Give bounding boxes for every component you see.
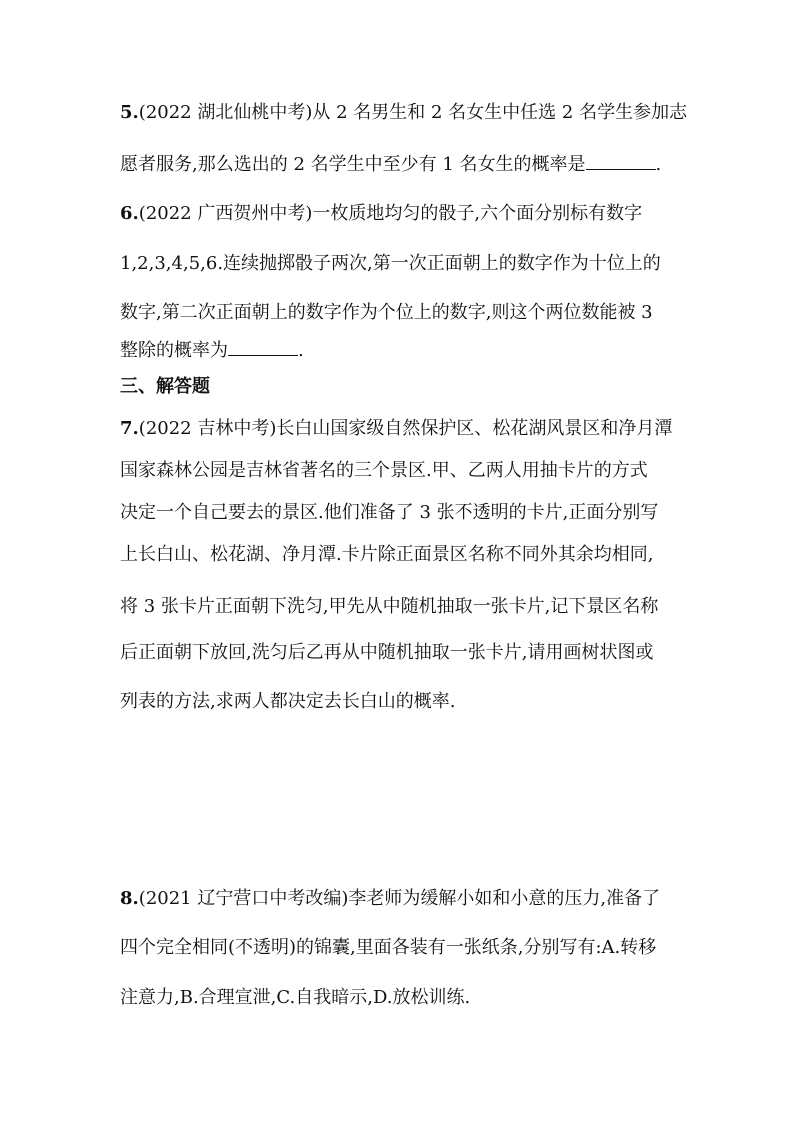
q8-number: 8.	[120, 888, 139, 909]
q6-line-3: 数字,第二次正面朝上的数字作为个位上的数字,则这个两位数能被 3	[120, 302, 653, 323]
q7-line-7: 列表的方法,求两人都决定去长白山的概率.	[120, 691, 456, 712]
q7-number: 7.	[120, 418, 139, 439]
q5-source: (2022	[138, 102, 192, 123]
q6-text-end: .	[298, 340, 304, 361]
section-heading: 三、解答题	[120, 376, 210, 397]
q6-answer-blank[interactable]	[228, 338, 298, 356]
q6-text-4: 整除的概率为	[120, 340, 228, 361]
q8-text-1: (2021 辽宁营口中考改编)李老师为缓解小如和小意的压力,准备了	[138, 888, 661, 909]
q5-source-2: 湖北仙桃中考)从	[191, 102, 337, 123]
q7-line-4: 上长白山、松花湖、净月潭.卡片除正面景区名称不同外其余均相同,	[120, 544, 654, 565]
q6-line-1	[120, 202, 642, 226]
q7-line-3: 决定一个自己要去的景区.他们准备了 3 张不透明的卡片,正面分别写	[120, 502, 659, 523]
q8-line-1	[120, 887, 660, 911]
q5-text-end: .	[655, 154, 662, 175]
q5-answer-blank[interactable]	[586, 152, 656, 170]
q6-line-4	[120, 338, 304, 363]
q7-line-5: 将 3 张卡片正面朝下洗匀,甲先从中随机抽取一张卡片,记下景区名称	[120, 596, 659, 617]
q5-text-1: 2 名男生和 2 名女生中任选 2 名学生参加志	[336, 102, 688, 123]
q5-text-2: 愿者服务,那么选出的 2 名学生中至少有 1 名女生的概率是	[120, 154, 586, 175]
q6-line-2: 1,2,3,4,5,6.连续抛掷骰子两次,第一次正面朝上的数字作为十位上的	[120, 253, 661, 274]
q7-line-1	[120, 417, 672, 441]
q8-line-3: 注意力,B.合理宣泄,C.自我暗示,D.放松训练.	[120, 987, 471, 1008]
q5-number: 5.	[120, 102, 139, 123]
q6-text-1: (2022 广西贺州中考)一枚质地均匀的骰子,六个面分别标有数字	[138, 203, 643, 224]
q7-line-2: 国家森林公园是吉林省著名的三个景区.甲、乙两人用抽卡片的方式	[120, 460, 648, 481]
q5-line-1	[120, 101, 687, 125]
q7-line-6: 后正面朝下放回,洗匀后乙再从中随机抽取一张卡片,请用画树状图或	[120, 642, 654, 663]
q5-line-2	[120, 152, 661, 177]
q6-number: 6.	[120, 203, 139, 224]
q8-line-2: 四个完全相同(不透明)的锦囊,里面各装有一张纸条,分别写有:A.转移	[120, 937, 657, 958]
q7-text-1: (2022 吉林中考)长白山国家级自然保护区、松花湖风景区和净月潭	[138, 418, 673, 439]
